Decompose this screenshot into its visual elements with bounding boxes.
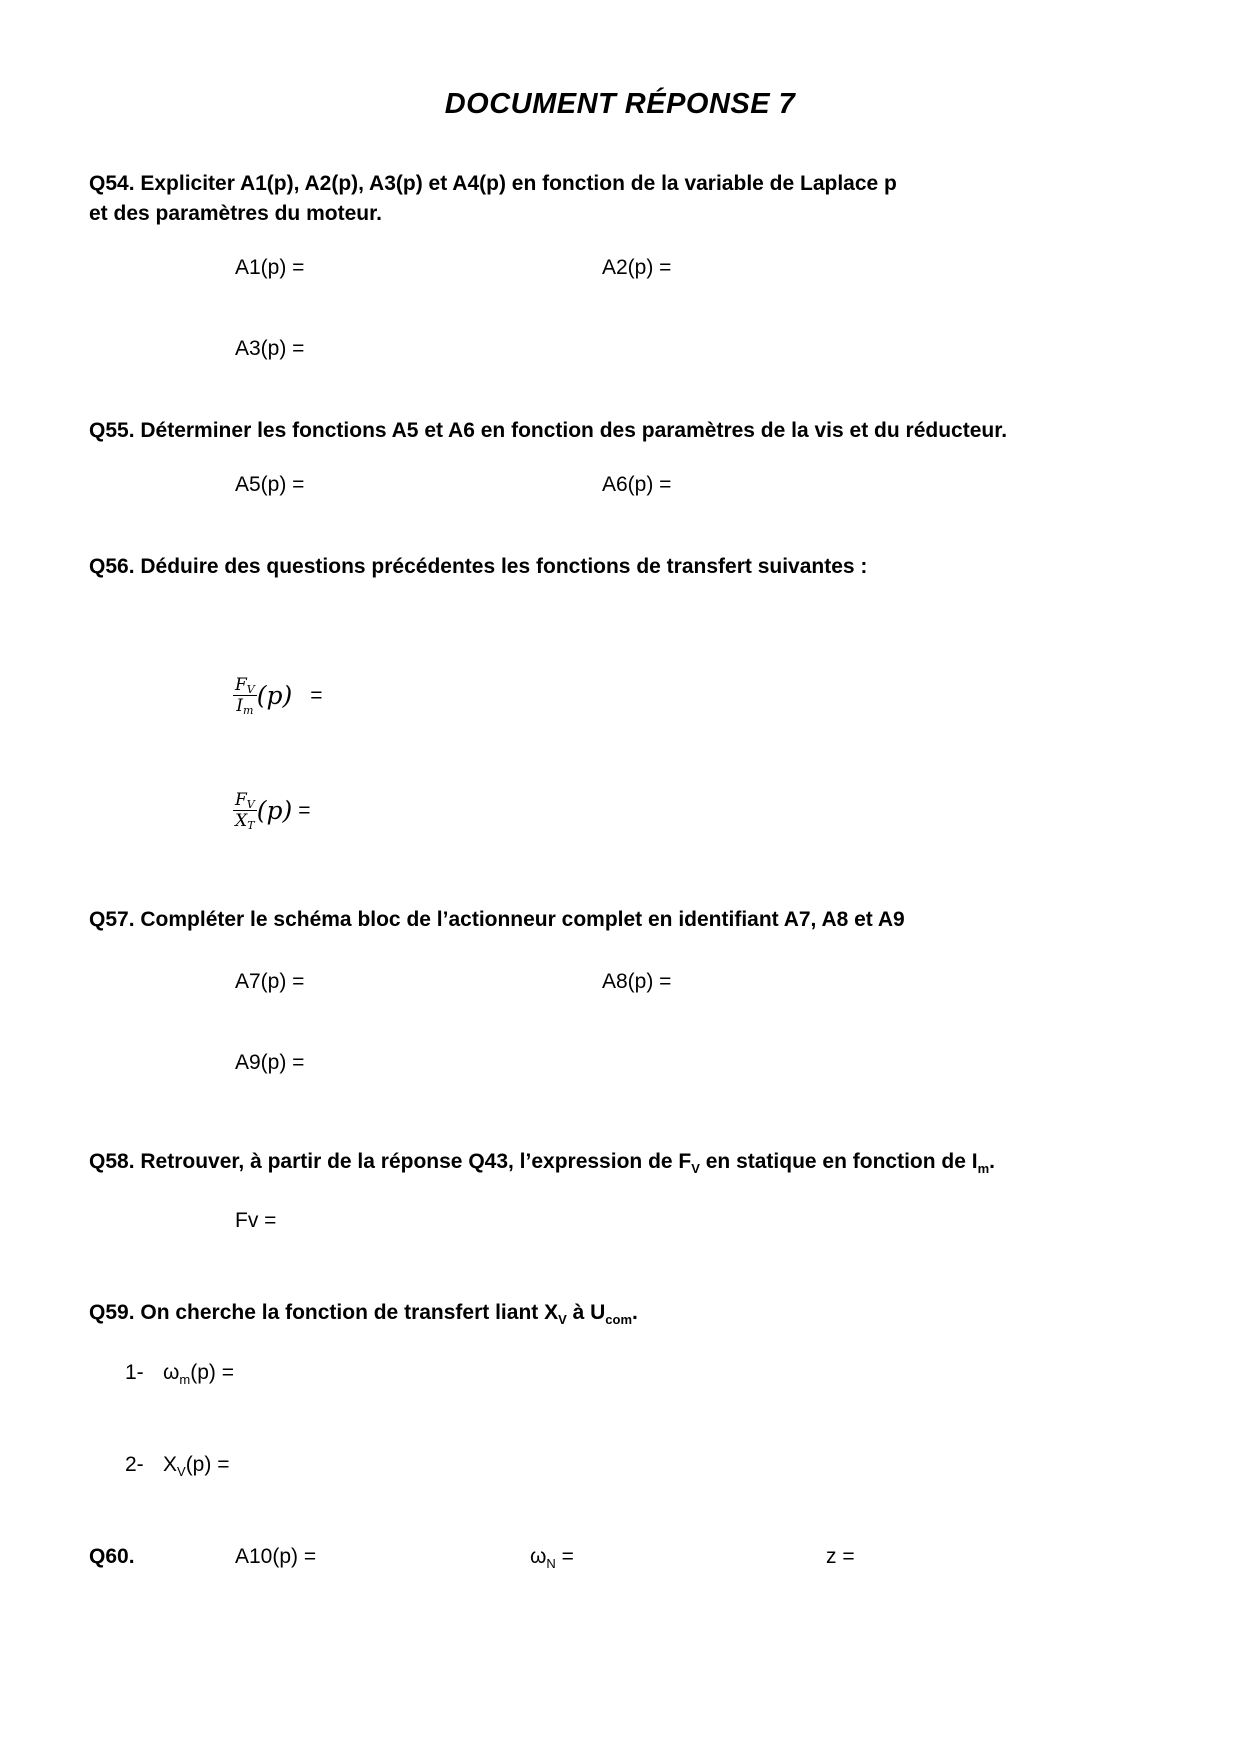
answer-a5: A5(p) = bbox=[235, 473, 305, 496]
q59-statement: Q59. On cherche la fonction de transfert liant $X_V$ à $U_{com}$. bbox=[89, 1301, 638, 1327]
q59-item2-number: 2- bbox=[125, 1453, 144, 1476]
answer-a1: A1(p) = bbox=[235, 256, 305, 279]
answer-a6: A6(p) = bbox=[602, 473, 672, 496]
page-title: DOCUMENT RÉPONSE 7 bbox=[444, 88, 796, 120]
fraction-fv-over-im: $\frac{F_V}{I_m}$ bbox=[235, 675, 255, 717]
q54-statement-line1: Q54. Expliciter A1(p), A2(p), A3(p) et A4(p) en fonction de la variable de Laplace p bbox=[89, 172, 897, 195]
answer-a3: A3(p) = bbox=[235, 337, 305, 360]
answer-xv: $X_V(p)$ = bbox=[163, 1453, 230, 1479]
answer-fv: Fv = bbox=[235, 1209, 277, 1232]
fraction-fv-over-xt: $\frac{F_V}{X_T}$ bbox=[235, 790, 255, 832]
q58-statement: Q58. Retrouver, à partir de la réponse Q43, l’expression de $F_V$ en statique en fonction de $I_m$. bbox=[89, 1150, 995, 1176]
answer-a7: A7(p) = bbox=[235, 970, 305, 993]
answer-omega-m: $\omega_m(p)$ = bbox=[163, 1361, 235, 1387]
q59-item1-number: 1- bbox=[125, 1361, 144, 1384]
answer-a10: A10(p) = bbox=[235, 1545, 317, 1568]
answer-a8: A8(p) = bbox=[602, 970, 672, 993]
answer-a9: A9(p) = bbox=[235, 1051, 305, 1074]
q56-statement: Q56. Déduire des questions précédentes les fonctions de transfert suivantes : bbox=[89, 555, 868, 578]
q57-statement: Q57. Compléter le schéma bloc de l’actionneur complet en identifiant A7, A8 et A9 bbox=[89, 908, 905, 931]
transfer-fv-xt: $\frac{F_V}{X_T}$ (p) = bbox=[235, 790, 311, 832]
answer-omega-n: $\omega_N$ = bbox=[530, 1545, 574, 1571]
answer-a2: A2(p) = bbox=[602, 256, 672, 279]
q60-label: Q60. bbox=[89, 1545, 135, 1568]
transfer-fv-im: $\frac{F_V}{I_m}$ (p) = bbox=[235, 675, 323, 717]
q55-statement: Q55. Déterminer les fonctions A5 et A6 en fonction des paramètres de la vis et du réducteur. bbox=[89, 419, 1008, 442]
q54-statement-line2: et des paramètres du moteur. bbox=[89, 202, 382, 225]
answer-z: z = bbox=[826, 1545, 855, 1568]
